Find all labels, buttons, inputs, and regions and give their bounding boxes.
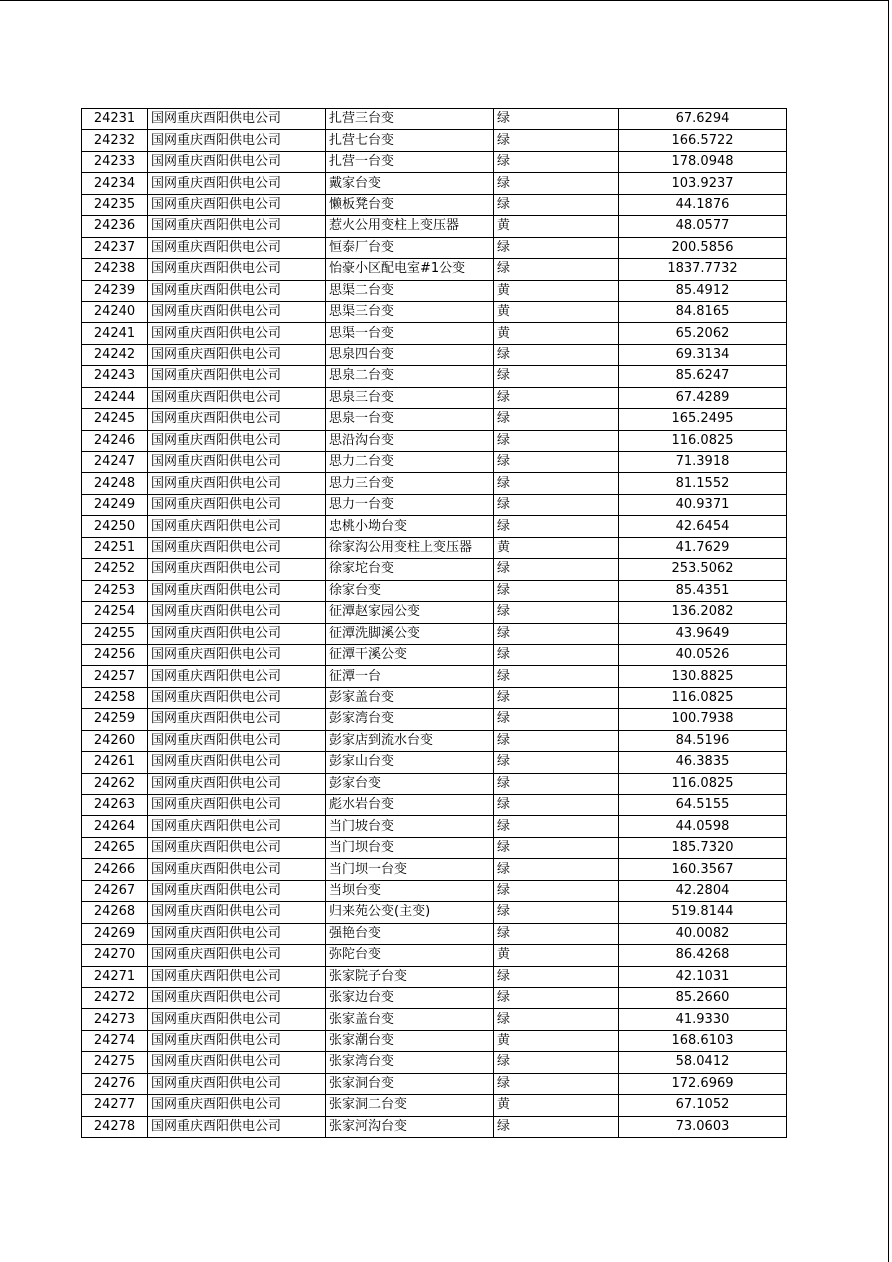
table-row — [82, 494, 787, 515]
table-row — [82, 280, 787, 301]
company-cell: 国网重庆酉阳供电公司 — [148, 945, 326, 966]
transformer-name-cell: 强艳台变 — [326, 923, 494, 944]
company-cell: 国网重庆酉阳供电公司 — [148, 773, 326, 794]
company-cell: 国网重庆酉阳供电公司 — [148, 923, 326, 944]
row-id-cell: 24267 — [82, 880, 148, 901]
company-cell: 国网重庆酉阳供电公司 — [148, 987, 326, 1008]
transformer-name-cell: 惹火公用变柱上变压器 — [326, 216, 494, 237]
table-row — [82, 559, 787, 580]
status-cell: 黄 — [494, 945, 619, 966]
page-right-border — [888, 0, 889, 1262]
row-id-cell: 24240 — [82, 301, 148, 322]
company-cell: 国网重庆酉阳供电公司 — [148, 859, 326, 880]
transformer-name-cell: 扎营一台变 — [326, 151, 494, 172]
row-id-cell: 24244 — [82, 387, 148, 408]
status-cell: 黄 — [494, 301, 619, 322]
status-cell: 黄 — [494, 323, 619, 344]
row-id-cell: 24236 — [82, 216, 148, 237]
status-cell: 绿 — [494, 194, 619, 215]
row-id-cell: 24243 — [82, 366, 148, 387]
transformer-name-cell: 思泉四台变 — [326, 344, 494, 365]
company-cell: 国网重庆酉阳供电公司 — [148, 1030, 326, 1051]
status-cell: 绿 — [494, 473, 619, 494]
table-row — [82, 151, 787, 172]
row-id-cell: 24268 — [82, 902, 148, 923]
table-row — [82, 837, 787, 858]
value-cell: 172.6969 — [619, 1073, 787, 1094]
status-cell: 绿 — [494, 387, 619, 408]
company-cell: 国网重庆酉阳供电公司 — [148, 559, 326, 580]
status-cell: 绿 — [494, 880, 619, 901]
row-id-cell: 24246 — [82, 430, 148, 451]
status-cell: 绿 — [494, 837, 619, 858]
table-row — [82, 194, 787, 215]
value-cell: 44.0598 — [619, 816, 787, 837]
company-cell: 国网重庆酉阳供电公司 — [148, 709, 326, 730]
transformer-name-cell: 彪水岩台变 — [326, 795, 494, 816]
row-id-cell: 24269 — [82, 923, 148, 944]
transformer-name-cell: 张家洞二台变 — [326, 1095, 494, 1116]
transformer-name-cell: 思沿沟台变 — [326, 430, 494, 451]
transformer-name-cell: 征潭洗脚溪公变 — [326, 623, 494, 644]
transformer-name-cell: 张家潮台变 — [326, 1030, 494, 1051]
status-cell: 绿 — [494, 173, 619, 194]
row-id-cell: 24259 — [82, 709, 148, 730]
company-cell: 国网重庆酉阳供电公司 — [148, 602, 326, 623]
company-cell: 国网重庆酉阳供电公司 — [148, 173, 326, 194]
status-cell: 绿 — [494, 730, 619, 751]
status-cell: 绿 — [494, 1009, 619, 1030]
company-cell: 国网重庆酉阳供电公司 — [148, 194, 326, 215]
table-row — [82, 666, 787, 687]
value-cell: 166.5722 — [619, 130, 787, 151]
company-cell: 国网重庆酉阳供电公司 — [148, 301, 326, 322]
row-id-cell: 24249 — [82, 494, 148, 515]
value-cell: 42.2804 — [619, 880, 787, 901]
value-cell: 71.3918 — [619, 452, 787, 473]
transformer-name-cell: 思力三台变 — [326, 473, 494, 494]
status-cell: 绿 — [494, 452, 619, 473]
status-cell: 绿 — [494, 966, 619, 987]
row-id-cell: 24264 — [82, 816, 148, 837]
company-cell: 国网重庆酉阳供电公司 — [148, 130, 326, 151]
value-cell: 42.1031 — [619, 966, 787, 987]
status-cell: 绿 — [494, 602, 619, 623]
status-cell: 绿 — [494, 151, 619, 172]
status-cell: 绿 — [494, 623, 619, 644]
table-row — [82, 1073, 787, 1094]
status-cell: 绿 — [494, 109, 619, 130]
transformer-name-cell: 思泉三台变 — [326, 387, 494, 408]
table-row — [82, 730, 787, 751]
table-row — [82, 923, 787, 944]
value-cell: 69.3134 — [619, 344, 787, 365]
company-cell: 国网重庆酉阳供电公司 — [148, 323, 326, 344]
transformer-name-cell: 张家边台变 — [326, 987, 494, 1008]
value-cell: 85.4351 — [619, 580, 787, 601]
value-cell: 103.9237 — [619, 173, 787, 194]
company-cell: 国网重庆酉阳供电公司 — [148, 880, 326, 901]
company-cell: 国网重庆酉阳供电公司 — [148, 580, 326, 601]
value-cell: 100.7938 — [619, 709, 787, 730]
table-row — [82, 987, 787, 1008]
row-id-cell: 24277 — [82, 1095, 148, 1116]
status-cell: 绿 — [494, 752, 619, 773]
table-row — [82, 452, 787, 473]
table-row — [82, 773, 787, 794]
transformer-name-cell: 思泉一台变 — [326, 409, 494, 430]
transformer-name-cell: 徐家沟公用变柱上变压器 — [326, 537, 494, 558]
company-cell: 国网重庆酉阳供电公司 — [148, 623, 326, 644]
row-id-cell: 24273 — [82, 1009, 148, 1030]
data-table — [81, 108, 787, 1138]
transformer-name-cell: 张家院子台变 — [326, 966, 494, 987]
status-cell: 黄 — [494, 1095, 619, 1116]
company-cell: 国网重庆酉阳供电公司 — [148, 452, 326, 473]
company-cell: 国网重庆酉阳供电公司 — [148, 409, 326, 430]
value-cell: 85.4912 — [619, 280, 787, 301]
table-row — [82, 795, 787, 816]
row-id-cell: 24254 — [82, 602, 148, 623]
value-cell: 84.8165 — [619, 301, 787, 322]
status-cell: 绿 — [494, 644, 619, 665]
company-cell: 国网重庆酉阳供电公司 — [148, 259, 326, 280]
company-cell: 国网重庆酉阳供电公司 — [148, 387, 326, 408]
transformer-name-cell: 归来苑公变(主变) — [326, 902, 494, 923]
table-row — [82, 109, 787, 130]
transformer-name-cell: 思渠三台变 — [326, 301, 494, 322]
transformer-name-cell: 当门坡台变 — [326, 816, 494, 837]
status-cell: 黄 — [494, 537, 619, 558]
status-cell: 绿 — [494, 516, 619, 537]
row-id-cell: 24250 — [82, 516, 148, 537]
transformer-name-cell: 彭家台变 — [326, 773, 494, 794]
table-row — [82, 709, 787, 730]
row-id-cell: 24232 — [82, 130, 148, 151]
value-cell: 44.1876 — [619, 194, 787, 215]
value-cell: 178.0948 — [619, 151, 787, 172]
transformer-name-cell: 扎营七台变 — [326, 130, 494, 151]
company-cell: 国网重庆酉阳供电公司 — [148, 237, 326, 258]
table-row — [82, 130, 787, 151]
company-cell: 国网重庆酉阳供电公司 — [148, 730, 326, 751]
table-row — [82, 473, 787, 494]
company-cell: 国网重庆酉阳供电公司 — [148, 837, 326, 858]
table-row — [82, 173, 787, 194]
transformer-name-cell: 张家湾台变 — [326, 1052, 494, 1073]
row-id-cell: 24278 — [82, 1116, 148, 1137]
status-cell: 绿 — [494, 366, 619, 387]
transformer-name-cell: 彭家湾台变 — [326, 709, 494, 730]
transformer-name-cell: 思泉二台变 — [326, 366, 494, 387]
row-id-cell: 24253 — [82, 580, 148, 601]
status-cell: 绿 — [494, 1073, 619, 1094]
table-row — [82, 409, 787, 430]
transformer-name-cell: 徐家台变 — [326, 580, 494, 601]
company-cell: 国网重庆酉阳供电公司 — [148, 1009, 326, 1030]
value-cell: 1837.7732 — [619, 259, 787, 280]
table-row — [82, 366, 787, 387]
value-cell: 116.0825 — [619, 773, 787, 794]
value-cell: 200.5856 — [619, 237, 787, 258]
company-cell: 国网重庆酉阳供电公司 — [148, 516, 326, 537]
company-cell: 国网重庆酉阳供电公司 — [148, 666, 326, 687]
value-cell: 519.8144 — [619, 902, 787, 923]
transformer-name-cell: 当门坝一台变 — [326, 859, 494, 880]
table-row — [82, 301, 787, 322]
value-cell: 40.0526 — [619, 644, 787, 665]
status-cell: 绿 — [494, 859, 619, 880]
company-cell: 国网重庆酉阳供电公司 — [148, 966, 326, 987]
transformer-name-cell: 彭家山台变 — [326, 752, 494, 773]
status-cell: 绿 — [494, 773, 619, 794]
status-cell: 绿 — [494, 709, 619, 730]
status-cell: 绿 — [494, 1116, 619, 1137]
value-cell: 116.0825 — [619, 430, 787, 451]
value-cell: 85.6247 — [619, 366, 787, 387]
table-row — [82, 387, 787, 408]
company-cell: 国网重庆酉阳供电公司 — [148, 216, 326, 237]
transformer-name-cell: 徐家坨台变 — [326, 559, 494, 580]
value-cell: 65.2062 — [619, 323, 787, 344]
transformer-name-cell: 思渠一台变 — [326, 323, 494, 344]
table-row — [82, 902, 787, 923]
status-cell: 绿 — [494, 494, 619, 515]
company-cell: 国网重庆酉阳供电公司 — [148, 109, 326, 130]
row-id-cell: 24239 — [82, 280, 148, 301]
table-row — [82, 1030, 787, 1051]
value-cell: 40.9371 — [619, 494, 787, 515]
row-id-cell: 24233 — [82, 151, 148, 172]
status-cell: 绿 — [494, 580, 619, 601]
company-cell: 国网重庆酉阳供电公司 — [148, 644, 326, 665]
status-cell: 绿 — [494, 344, 619, 365]
value-cell: 168.6103 — [619, 1030, 787, 1051]
status-cell: 绿 — [494, 816, 619, 837]
status-cell: 绿 — [494, 237, 619, 258]
row-id-cell: 24271 — [82, 966, 148, 987]
status-cell: 绿 — [494, 923, 619, 944]
transformer-name-cell: 彭家店到流水台变 — [326, 730, 494, 751]
value-cell: 42.6454 — [619, 516, 787, 537]
row-id-cell: 24245 — [82, 409, 148, 430]
table-row — [82, 623, 787, 644]
status-cell: 绿 — [494, 666, 619, 687]
value-cell: 81.1552 — [619, 473, 787, 494]
row-id-cell: 24241 — [82, 323, 148, 344]
table-row — [82, 859, 787, 880]
row-id-cell: 24251 — [82, 537, 148, 558]
company-cell: 国网重庆酉阳供电公司 — [148, 344, 326, 365]
row-id-cell: 24276 — [82, 1073, 148, 1094]
value-cell: 253.5062 — [619, 559, 787, 580]
row-id-cell: 24258 — [82, 687, 148, 708]
row-id-cell: 24252 — [82, 559, 148, 580]
row-id-cell: 24234 — [82, 173, 148, 194]
value-cell: 40.0082 — [619, 923, 787, 944]
row-id-cell: 24265 — [82, 837, 148, 858]
row-id-cell: 24231 — [82, 109, 148, 130]
company-cell: 国网重庆酉阳供电公司 — [148, 366, 326, 387]
company-cell: 国网重庆酉阳供电公司 — [148, 1073, 326, 1094]
value-cell: 116.0825 — [619, 687, 787, 708]
transformer-name-cell: 弥陀台变 — [326, 945, 494, 966]
table-row — [82, 516, 787, 537]
company-cell: 国网重庆酉阳供电公司 — [148, 430, 326, 451]
table-row — [82, 1116, 787, 1137]
transformer-name-cell: 思力二台变 — [326, 452, 494, 473]
value-cell: 85.2660 — [619, 987, 787, 1008]
value-cell: 41.7629 — [619, 537, 787, 558]
row-id-cell: 24247 — [82, 452, 148, 473]
company-cell: 国网重庆酉阳供电公司 — [148, 795, 326, 816]
value-cell: 67.1052 — [619, 1095, 787, 1116]
transformer-name-cell: 征潭一台 — [326, 666, 494, 687]
transformer-name-cell: 思力一台变 — [326, 494, 494, 515]
status-cell: 黄 — [494, 216, 619, 237]
table-body — [82, 109, 787, 1138]
table-row — [82, 1095, 787, 1116]
row-id-cell: 24266 — [82, 859, 148, 880]
status-cell: 绿 — [494, 687, 619, 708]
table-row — [82, 216, 787, 237]
table-row — [82, 1052, 787, 1073]
transformer-name-cell: 征潭干溪公变 — [326, 644, 494, 665]
row-id-cell: 24237 — [82, 237, 148, 258]
value-cell: 41.9330 — [619, 1009, 787, 1030]
company-cell: 国网重庆酉阳供电公司 — [148, 280, 326, 301]
status-cell: 绿 — [494, 795, 619, 816]
value-cell: 48.0577 — [619, 216, 787, 237]
status-cell: 黄 — [494, 280, 619, 301]
row-id-cell: 24242 — [82, 344, 148, 365]
table-row — [82, 323, 787, 344]
transformer-name-cell: 张家洞台变 — [326, 1073, 494, 1094]
row-id-cell: 24261 — [82, 752, 148, 773]
transformer-name-cell: 扎营三台变 — [326, 109, 494, 130]
table-row — [82, 687, 787, 708]
company-cell: 国网重庆酉阳供电公司 — [148, 816, 326, 837]
status-cell: 黄 — [494, 1030, 619, 1051]
row-id-cell: 24235 — [82, 194, 148, 215]
company-cell: 国网重庆酉阳供电公司 — [148, 473, 326, 494]
table-row — [82, 430, 787, 451]
row-id-cell: 24260 — [82, 730, 148, 751]
table-row — [82, 537, 787, 558]
transformer-name-cell: 征潭赵家园公变 — [326, 602, 494, 623]
company-cell: 国网重庆酉阳供电公司 — [148, 752, 326, 773]
company-cell: 国网重庆酉阳供电公司 — [148, 1116, 326, 1137]
table-row — [82, 259, 787, 280]
value-cell: 130.8825 — [619, 666, 787, 687]
transformer-name-cell: 彭家盖台变 — [326, 687, 494, 708]
transformer-name-cell: 恒泰厂台变 — [326, 237, 494, 258]
value-cell: 46.3835 — [619, 752, 787, 773]
table-row — [82, 752, 787, 773]
page-top-border — [0, 0, 888, 1]
company-cell: 国网重庆酉阳供电公司 — [148, 1095, 326, 1116]
value-cell: 86.4268 — [619, 945, 787, 966]
company-cell: 国网重庆酉阳供电公司 — [148, 537, 326, 558]
table-row — [82, 966, 787, 987]
table-row — [82, 237, 787, 258]
transformer-name-cell: 当坝台变 — [326, 880, 494, 901]
table-row — [82, 880, 787, 901]
value-cell: 84.5196 — [619, 730, 787, 751]
value-cell: 73.0603 — [619, 1116, 787, 1137]
value-cell: 165.2495 — [619, 409, 787, 430]
status-cell: 绿 — [494, 130, 619, 151]
transformer-name-cell: 张家河沟台变 — [326, 1116, 494, 1137]
company-cell: 国网重庆酉阳供电公司 — [148, 687, 326, 708]
value-cell: 43.9649 — [619, 623, 787, 644]
status-cell: 绿 — [494, 1052, 619, 1073]
transformer-name-cell: 当门坝台变 — [326, 837, 494, 858]
transformer-name-cell: 怡豪小区配电室#1公变 — [326, 259, 494, 280]
value-cell: 160.3567 — [619, 859, 787, 880]
transformer-name-cell: 思渠二台变 — [326, 280, 494, 301]
table-row — [82, 945, 787, 966]
row-id-cell: 24262 — [82, 773, 148, 794]
row-id-cell: 24272 — [82, 987, 148, 1008]
row-id-cell: 24274 — [82, 1030, 148, 1051]
row-id-cell: 24263 — [82, 795, 148, 816]
value-cell: 67.6294 — [619, 109, 787, 130]
table-row — [82, 580, 787, 601]
table-row — [82, 644, 787, 665]
value-cell: 67.4289 — [619, 387, 787, 408]
value-cell: 64.5155 — [619, 795, 787, 816]
transformer-name-cell: 懒板凳台变 — [326, 194, 494, 215]
transformer-name-cell: 戴家台变 — [326, 173, 494, 194]
row-id-cell: 24275 — [82, 1052, 148, 1073]
table-row — [82, 1009, 787, 1030]
status-cell: 绿 — [494, 409, 619, 430]
row-id-cell: 24270 — [82, 945, 148, 966]
status-cell: 绿 — [494, 259, 619, 280]
status-cell: 绿 — [494, 559, 619, 580]
table-row — [82, 344, 787, 365]
company-cell: 国网重庆酉阳供电公司 — [148, 494, 326, 515]
row-id-cell: 24248 — [82, 473, 148, 494]
transformer-name-cell: 张家盖台变 — [326, 1009, 494, 1030]
status-cell: 绿 — [494, 902, 619, 923]
status-cell: 绿 — [494, 430, 619, 451]
row-id-cell: 24255 — [82, 623, 148, 644]
row-id-cell: 24257 — [82, 666, 148, 687]
status-cell: 绿 — [494, 987, 619, 1008]
value-cell: 136.2082 — [619, 602, 787, 623]
table-row — [82, 816, 787, 837]
company-cell: 国网重庆酉阳供电公司 — [148, 1052, 326, 1073]
value-cell: 58.0412 — [619, 1052, 787, 1073]
company-cell: 国网重庆酉阳供电公司 — [148, 151, 326, 172]
table-row — [82, 602, 787, 623]
transformer-name-cell: 忠桃小坳台变 — [326, 516, 494, 537]
value-cell: 185.7320 — [619, 837, 787, 858]
row-id-cell: 24238 — [82, 259, 148, 280]
row-id-cell: 24256 — [82, 644, 148, 665]
company-cell: 国网重庆酉阳供电公司 — [148, 902, 326, 923]
